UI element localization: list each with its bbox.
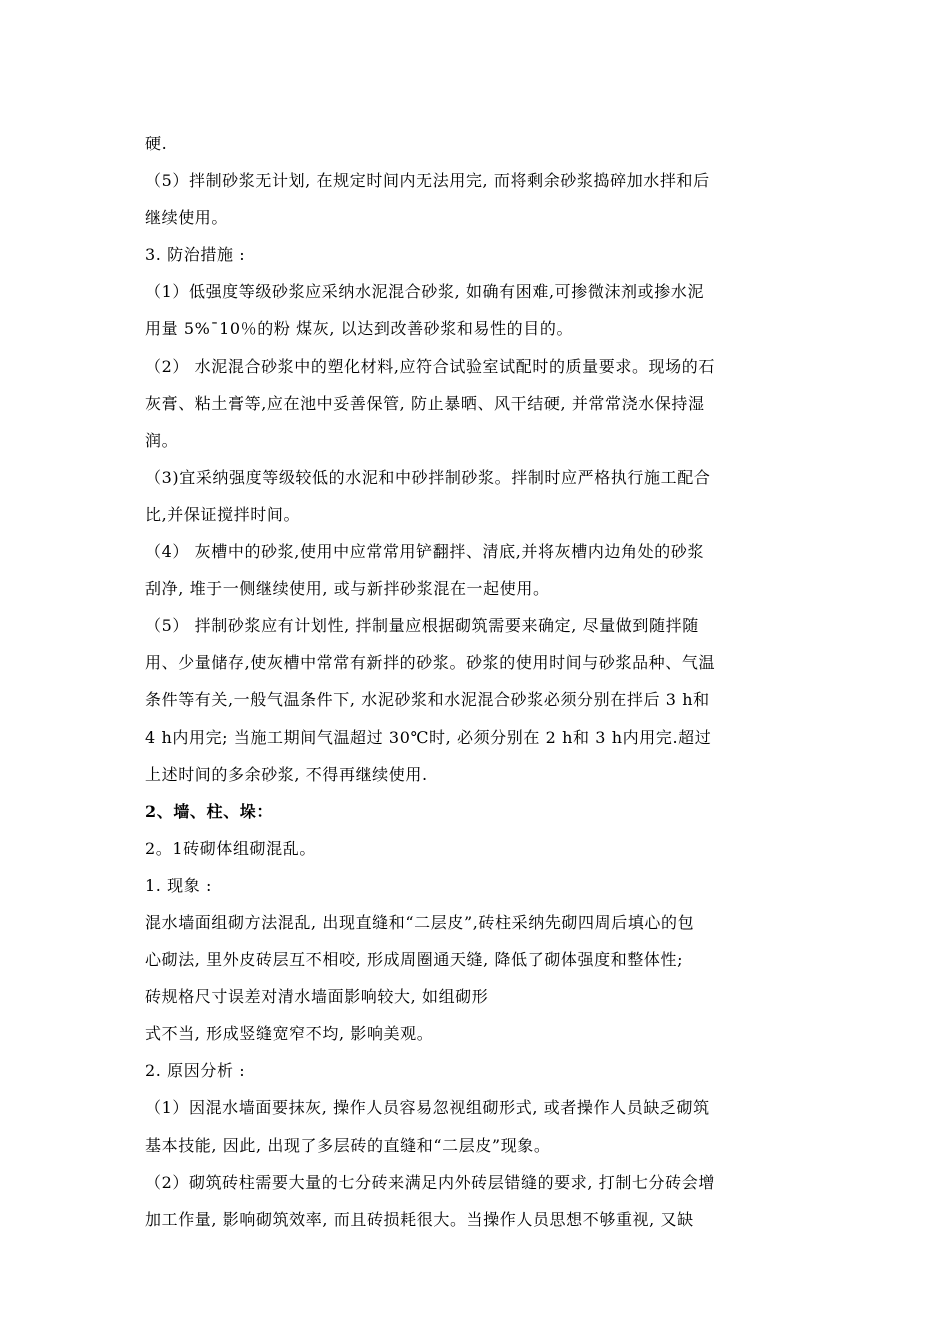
text-line: （2）砌筑砖柱需要大量的七分砖来满足内外砖层错缝的要求, 打制七分砖会增 xyxy=(145,1172,715,1192)
section-heading: 3. 防治措施 : xyxy=(145,245,246,265)
text-line: 用量 5%¯10％的粉 煤灰, 以达到改善砂浆和易性的目的。 xyxy=(145,319,574,339)
text-line: 润。 xyxy=(145,430,179,450)
subsection-heading: 2。1砖砌体组砌混乱。 xyxy=(145,838,316,858)
section-heading: 2. 原因分析 : xyxy=(145,1061,246,1081)
text-line: 式不当, 形成竖缝宽窄不均, 影响美观。 xyxy=(145,1024,434,1044)
text-line: 刮净, 堆于一侧继续使用, 或与新拌砂浆混在一起使用。 xyxy=(145,579,550,599)
text-line: 砖规格尺寸误差对清水墙面影响较大, 如组砌形 xyxy=(145,987,489,1007)
text-line: （5）拌制砂浆无计划, 在规定时间内无法用完, 而将剩余砂浆捣碎加水拌和后 xyxy=(145,171,710,191)
text-line: 加工作量, 影响砌筑效率, 而且砖损耗很大。当操作人员思想不够重视, 又缺 xyxy=(145,1209,694,1229)
text-line: （3)宜采纳强度等级较低的水泥和中砂拌制砂浆。拌制时应严格执行施工配合 xyxy=(145,467,711,487)
text-line: 硬. xyxy=(145,134,168,153)
text-line: 比,并保证搅拌时间。 xyxy=(145,504,301,524)
document-page xyxy=(145,125,809,1238)
text-line: 基本技能, 因此, 出现了多层砖的直缝和“二层皮”现象。 xyxy=(145,1135,551,1155)
text-line: （2） 水泥混合砂浆中的塑化材料,应符合试验室试配时的质量要求。现场的石 xyxy=(145,356,715,376)
text-line: 用、少量储存,使灰槽中常常有新拌的砂浆。砂浆的使用时间与砂浆品种、气温 xyxy=(145,653,716,673)
text-line: 继续使用。 xyxy=(145,208,229,228)
section-heading-bold: 2、墙、柱、垛： xyxy=(145,801,273,821)
section-heading: 1. 现象 : xyxy=(145,875,213,895)
text-line: （4） 灰槽中的砂浆,使用中应常常用铲翻拌、清底,并将灰槽内边角处的砂浆 xyxy=(145,542,705,562)
text-line: （1）因混水墙面要抹灰, 操作人员容易忽视组砌形式, 或者操作人员缺乏砌筑 xyxy=(145,1098,710,1118)
text-line: 上述时间的多余砂浆, 不得再继续使用. xyxy=(145,764,428,784)
text-line: 混水墙面组砌方法混乱, 出现直缝和“二层皮”,砖柱采纳先砌四周后填心的包 xyxy=(145,912,695,932)
text-line: （5） 拌制砂浆应有计划性, 拌制量应根据砌筑需要来确定, 尽量做到随拌随 xyxy=(145,616,699,636)
text-line: （1）低强度等级砂浆应采纳水泥混合砂浆, 如确有困难,可掺微沫剂或掺水泥 xyxy=(145,282,705,302)
text-line: 条件等有关,一般气温条件下, 水泥砂浆和水泥混合砂浆必须分别在拌后 3 h和 xyxy=(145,690,710,710)
text-line: 灰膏、粘土膏等,应在池中妥善保管, 防止暴晒、风干结硬, 并常常浇水保持湿 xyxy=(145,393,705,413)
text-line: 心砌法, 里外皮砖层互不相咬, 形成周圈通天缝, 降低了砌体强度和整体性; xyxy=(145,950,684,970)
text-line: 4 h内用完; 当施工期间气温超过 30℃时, 必须分别在 2 h和 3 h内用完.超过 xyxy=(145,727,712,747)
